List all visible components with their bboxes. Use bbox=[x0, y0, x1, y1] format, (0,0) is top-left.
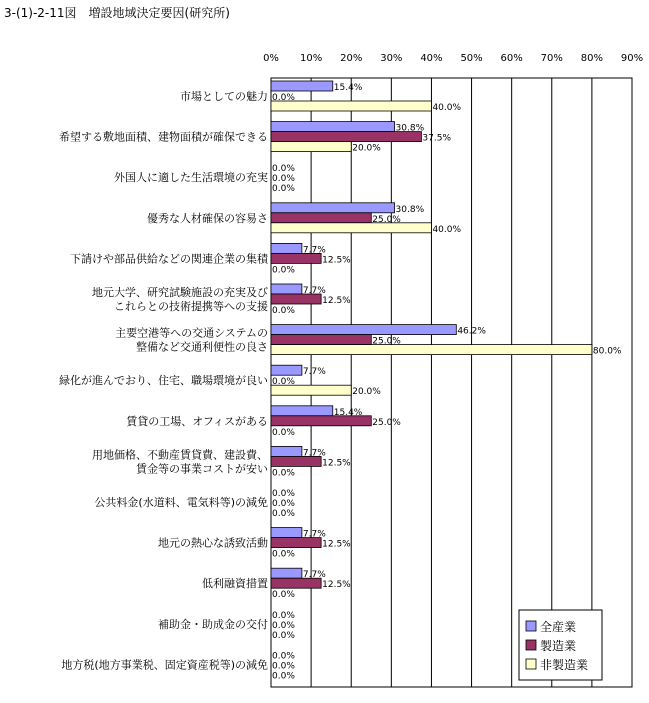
data-label: 0.0% bbox=[272, 509, 295, 519]
category-label: 市場としての魅力 bbox=[180, 90, 268, 103]
data-label: 7.7% bbox=[302, 245, 326, 256]
data-label: 0.0% bbox=[272, 427, 295, 438]
category-label: 賃貸の工場、オフィスがある bbox=[126, 414, 268, 428]
legend-entry: 製造業 bbox=[540, 639, 577, 653]
category-labels bbox=[59, 89, 269, 671]
data-label: 25.0% bbox=[372, 336, 401, 347]
bar-全産業 bbox=[271, 203, 395, 213]
category-label: これらとの技術提携等への支援 bbox=[114, 300, 268, 313]
data-label: 12.5% bbox=[322, 458, 351, 469]
category-label: 優秀な人材確保の容易さ bbox=[147, 211, 268, 225]
bar-全産業 bbox=[271, 81, 333, 91]
category-label: 補助金・助成金の交付 bbox=[158, 617, 268, 631]
data-label: 0.0% bbox=[272, 265, 295, 276]
bar-非製造業 bbox=[271, 345, 592, 355]
bar-全産業 bbox=[271, 568, 302, 578]
legend-entry: 非製造業 bbox=[540, 658, 589, 672]
data-label: 0.0% bbox=[272, 306, 295, 316]
x-tick-label: 40% bbox=[420, 53, 443, 64]
data-label: 25.0% bbox=[372, 417, 401, 428]
data-label: 0.0% bbox=[272, 93, 295, 103]
legend-swatch bbox=[526, 621, 536, 631]
x-axis-ticks bbox=[263, 53, 643, 64]
data-label: 40.0% bbox=[432, 103, 462, 113]
data-label: 0.0% bbox=[272, 377, 295, 388]
data-label: 12.5% bbox=[322, 296, 351, 306]
x-tick-label: 30% bbox=[380, 53, 403, 64]
data-label: 7.7% bbox=[302, 367, 326, 378]
x-tick-label: 20% bbox=[340, 53, 363, 64]
data-label: 0.0% bbox=[272, 661, 295, 672]
data-label: 12.5% bbox=[322, 580, 351, 591]
bar-製造業 bbox=[271, 335, 371, 345]
data-label: 40.0% bbox=[432, 224, 462, 235]
data-label: 7.7% bbox=[302, 570, 326, 581]
legend-entry: 全産業 bbox=[540, 620, 577, 634]
category-label: 外国人に適した生活環境の充実 bbox=[114, 171, 268, 185]
category-label: 用地価格、不動産賃貸費、建設費、 bbox=[92, 448, 268, 462]
category-label: 地方税(地方事業税、固定資産税等)の減免 bbox=[61, 658, 268, 672]
data-label: 30.8% bbox=[395, 204, 425, 215]
data-label: 15.4% bbox=[333, 83, 363, 93]
data-label: 0.0% bbox=[272, 610, 295, 621]
category-label: 地元の熱心な誘致活動 bbox=[158, 536, 268, 550]
data-label: 0.0% bbox=[272, 164, 295, 175]
data-label: 7.7% bbox=[302, 529, 326, 540]
data-label: 0.0% bbox=[272, 620, 295, 631]
x-tick-label: 50% bbox=[460, 53, 483, 64]
plot-area bbox=[271, 78, 632, 687]
data-label: 0.0% bbox=[272, 174, 295, 185]
bar-全産業 bbox=[271, 365, 302, 375]
data-label: 12.5% bbox=[322, 539, 351, 550]
bar-全産業 bbox=[271, 243, 302, 253]
data-label: 0.0% bbox=[272, 630, 295, 641]
category-label: 低利融資措置 bbox=[202, 577, 268, 591]
data-label: 7.7% bbox=[302, 448, 326, 459]
category-label: 緑化が進んでおり、住宅、職場環境が良い bbox=[59, 374, 268, 388]
bar-全産業 bbox=[271, 446, 302, 456]
data-label: 0.0% bbox=[272, 651, 295, 662]
bar-非製造業 bbox=[271, 101, 431, 111]
category-label: 希望する敷地面積、建物面積が確保できる bbox=[59, 130, 268, 144]
data-label: 46.2% bbox=[457, 326, 486, 337]
x-tick-label: 90% bbox=[620, 53, 644, 64]
data-label: 20.0% bbox=[352, 387, 381, 398]
data-label: 0.0% bbox=[272, 184, 295, 195]
data-label: 0.0% bbox=[272, 590, 295, 601]
category-label: 賃金等の事業コストが安い bbox=[136, 462, 268, 476]
data-label: 0.0% bbox=[272, 468, 295, 479]
data-label: 80.0% bbox=[592, 346, 622, 357]
x-tick-label: 0% bbox=[263, 53, 279, 64]
x-tick-label: 80% bbox=[580, 53, 604, 64]
data-label: 25.0% bbox=[372, 214, 401, 225]
data-label: 12.5% bbox=[322, 255, 351, 266]
legend bbox=[519, 610, 602, 680]
data-label: 37.5% bbox=[422, 133, 452, 144]
data-label: 30.8% bbox=[395, 123, 425, 134]
chart-title: 3-(1)-2-11図 増設地域決定要因(研究所) bbox=[4, 6, 230, 20]
bar-製造業 bbox=[271, 213, 371, 223]
bar-全産業 bbox=[271, 325, 456, 335]
x-tick-label: 60% bbox=[500, 53, 523, 64]
data-labels bbox=[272, 83, 622, 681]
category-label: 整備など交通利便性の良さ bbox=[136, 340, 268, 354]
gridlines bbox=[271, 78, 632, 687]
legend-swatch bbox=[526, 659, 536, 669]
legend-swatch bbox=[526, 640, 536, 650]
bar-全産業 bbox=[271, 528, 302, 538]
data-label: 0.0% bbox=[272, 549, 295, 560]
bar-全産業 bbox=[271, 284, 302, 294]
bar-非製造業 bbox=[271, 223, 431, 233]
data-label: 15.4% bbox=[333, 407, 363, 418]
bar-全産業 bbox=[271, 406, 333, 416]
data-label: 0.0% bbox=[272, 499, 295, 509]
data-label: 0.0% bbox=[272, 671, 295, 682]
data-label: 20.0% bbox=[352, 143, 381, 154]
category-label: 下請けや部品供給などの関連企業の集積 bbox=[70, 252, 268, 266]
category-label: 公共料金(水道料、電気料等)の減免 bbox=[94, 496, 268, 509]
x-tick-label: 10% bbox=[299, 53, 323, 64]
data-label: 7.7% bbox=[302, 286, 326, 296]
bar-全産業 bbox=[271, 122, 395, 132]
data-label: 0.0% bbox=[272, 489, 295, 499]
category-label: 主要空港等への交通システムの bbox=[115, 326, 268, 340]
bar-非製造業 bbox=[271, 142, 351, 152]
category-label: 地元大学、研究試験施設の充実及び bbox=[92, 286, 268, 299]
x-tick-label: 70% bbox=[540, 53, 563, 64]
